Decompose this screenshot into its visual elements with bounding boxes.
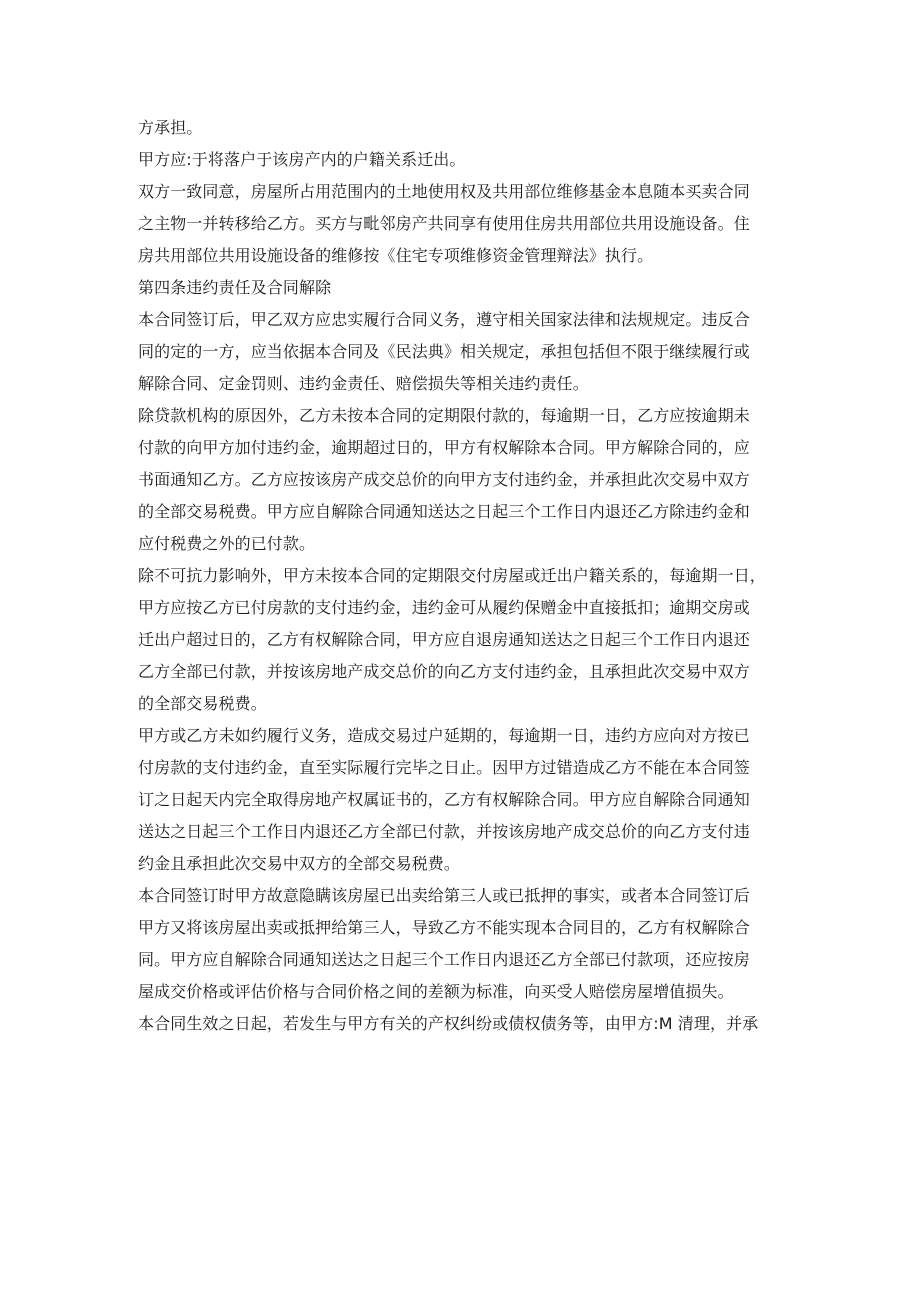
text-line: 房共用部位共用设施设备的维修按《住宅专项维修资金管理辩法》执行。: [138, 246, 654, 265]
text-line: 应付税费之外的已付款。: [138, 534, 316, 553]
text-line: 书面通知乙方。乙方应按该房产成交总价的向甲方支付违约金，并承担此次交易中双方: [138, 470, 750, 489]
text-line: 甲方又将该房屋出卖或抵押给第三人，导致乙方不能实现本合同目的，乙方有权解除合: [138, 918, 750, 937]
text-line: 除贷款机构的原因外，乙方未按本合同的定期限付款的，每逾期一日，乙方应按逾期未: [138, 406, 750, 425]
text-line: 约金且承担此次交易中双方的全部交易税费。: [138, 854, 461, 873]
text-line: 本合同签订时甲方故意隐瞒该房屋已出卖给第三人或已抵押的事实，或者本合同签订后: [138, 886, 750, 905]
text-line: 甲方应按乙方已付房款的支付违约金，违约金可从履约保赠金中直接抵扣；逾期交房或: [138, 598, 750, 617]
text-line: 送达之日起三个工作日内退还乙方全部已付款，并按该房地产成交总价的向乙方支付违: [138, 822, 750, 841]
text-line: 同。甲方应自解除合同通知送达之日起三个工作日内退还乙方全部已付款项，还应按房: [138, 950, 750, 969]
text-line: 本合同生效之日起，若发生与甲方有关的产权纠纷或债权债务等，由甲方:M 清理，并承: [138, 1014, 759, 1033]
text-line: 的全部交易税费。: [138, 694, 267, 713]
text-line: 订之日起天内完全取得房地产权属证书的，乙方有权解除合同。甲方应自解除合同通知: [138, 790, 750, 809]
section-heading: 第四条违约责任及合同解除: [138, 278, 332, 297]
text-line: 方承担。: [138, 118, 203, 137]
text-line: 的全部交易税费。甲方应自解除合同通知送达之日起三个工作日内退还乙方除违约金和: [138, 502, 750, 521]
text-line: 乙方全部已付款，并按该房地产成交总价的向乙方支付违约金，且承担此次交易中双方: [138, 662, 750, 681]
text-line: 甲方或乙方未如约履行义务，造成交易过户延期的，每逾期一日，违约方应向对方按已: [138, 726, 750, 745]
text-line: 双方一致同意，房屋所占用范围内的土地使用权及共用部位维修基金本息随本买卖合同: [138, 182, 750, 201]
text-line: 付房款的支付违约金，直至实际履行完毕之日止。因甲方过错造成乙方不能在本合同签: [138, 758, 750, 777]
text-line: 除不可抗力影响外，甲方未按本合同的定期限交付房屋或迁出户籍关系的，每逾期一日，: [138, 566, 766, 585]
text-line: 解除合同、定金罚则、违约金责任、赔偿损失等相关违约责任。: [138, 374, 589, 393]
text-line: 之主物一并转移给乙方。买方与毗邻房产共同享有使用住房共用部位共用设施设备。住: [138, 214, 750, 233]
text-line: 屋成交价格或评估价格与合同价格之间的差额为标准，向买受人赔偿房屋增值损失。: [138, 982, 734, 1001]
text-line: 同的定的一方，应当依据本合同及《民法典》相关规定，承担包括但不限于继续履行或: [138, 342, 750, 361]
text-line: 本合同签订后，甲乙双方应忠实履行合同义务，遵守相关国家法律和法规规定。违反合: [138, 310, 750, 329]
text-line: 迁出户超过日的，乙方有权解除合同，甲方应自退房通知送达之日起三个工作日内退还: [138, 630, 750, 649]
document-body: [138, 112, 786, 1040]
text-line: 甲方应:于将落户于该房产内的户籍关系迁出。: [138, 150, 466, 169]
text-line: 付款的向甲方加付违约金，逾期超过日的，甲方有权解除本合同。甲方解除合同的，应: [138, 438, 750, 457]
